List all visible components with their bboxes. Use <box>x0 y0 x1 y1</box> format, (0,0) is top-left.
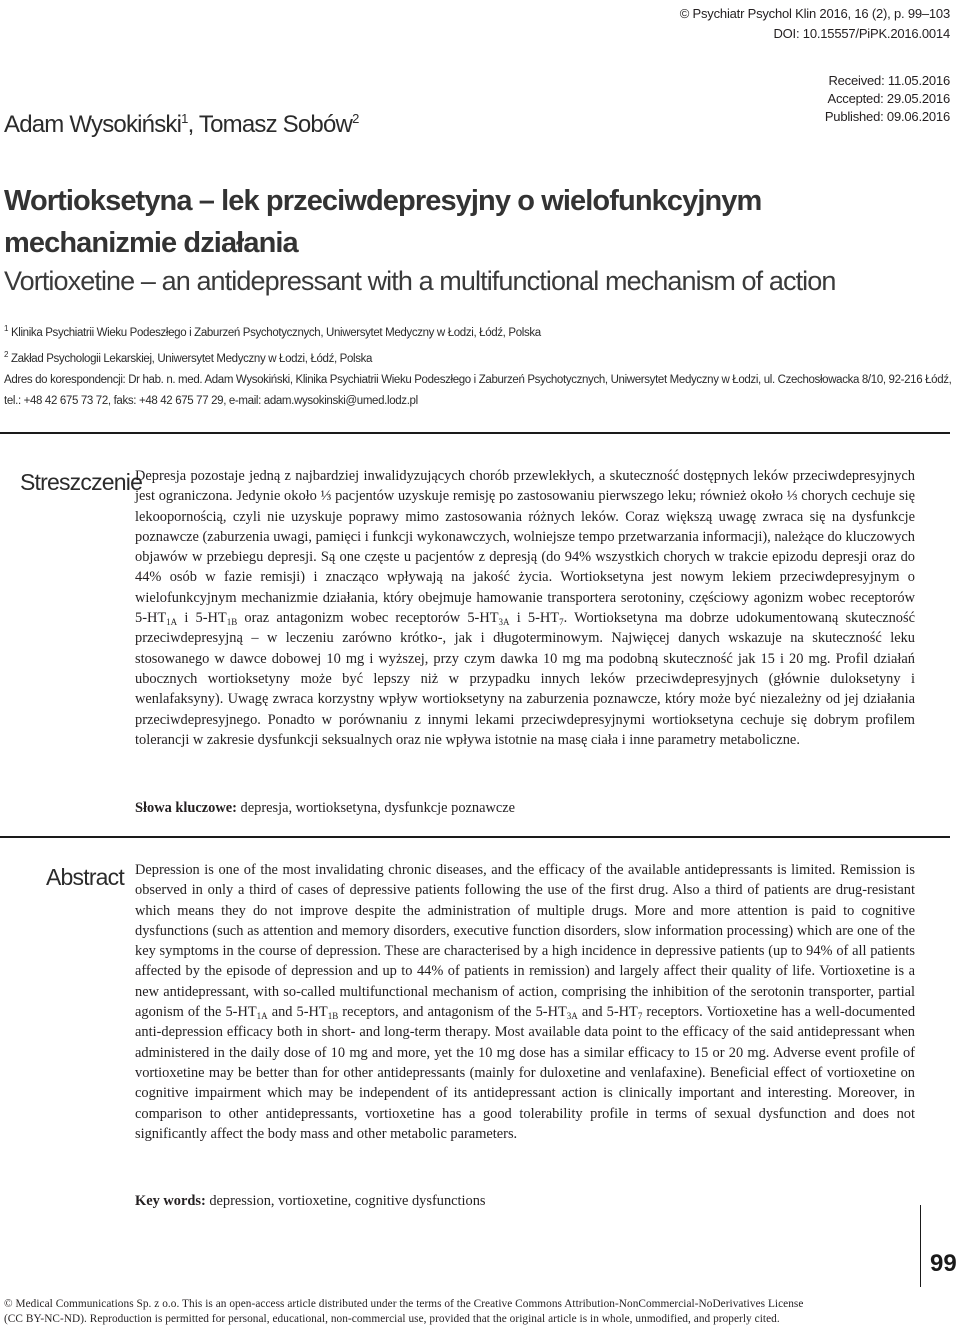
streszczenie-body: Depresja pozostaje jedną z najbardziej inwalidyzujących chorób przewlekłych, a skuteczność dostępnych leków przeciwdepresyjnych jest ograniczona. Jedynie około ⅓ pacjentów uzyskuje remisję po zastosowaniu pierwszego leku; również około ⅓ chorych cechuje się lekoopornością, czyli nie uzyskuje poprawy mimo zastosowania różnych leków. Coraz większą uwagę zwraca się na dysfunkcje poznawcze (zaburzenia uwagi, pamięci i funkcji wykonawczych, wolniejsze tempo przetwarzania informacji), należące do kluczowych objawów w przebiegu depresji. Są one częste u pacjentów z depresją (do 94% wszystkich chorych w trakcie epizodu depresji oraz do 44% osób w fazie remisji) i znacząco wpływają na jakość życia. Wortioksetyna jest nowym lekiem przeciwdepresyjnym o wielofunkcyjnym mechanizmie działania, który obejmuje hamowanie transportera serotoniny, częściowy agonizm wobec receptorów $5-HT_{1A}$ i $5-HT_{1B}$ oraz antagonizm wobec receptorów $5-HT_{3A}$ i $5-HT_7$. Wortioksetyna ma dobrze udokumentowaną skuteczność przeciwdepresyjną – w leczeniu zarówno krótko-, jak i długoterminowym. Najwięcej danych wskazuje na skuteczność leku stosowanego w dawce dobowej 10 mg i wyższej, przy czym dawka 10 mg ma podobną skuteczność jak 15 i 20 mg. Profil działań ubocznych wortioksetyny może być lepszy niż w przypadku innych leków przeciwdepresyjnych (głównie duloksetyny i wenlafaksyny). Uwagę zwraca korzystny wpływ wortioksetyny na zaburzenia poznawcze, który może być niezależny od jej działania przeciwdepresyjnego. Ponadto w porównaniu z innymi lekami przeciwdepresyjnymi wortioksetyna cechuje się dobrym profilem tolerancji w zakresie dysfunkcji seksualnych oraz nie wpływa istotnie na masę ciała i inne parametry metaboliczne. <box>135 468 915 748</box>
keywords-list: depresja, wortioksetyna, dysfunkcje poznawcze <box>236 800 516 816</box>
page-number: 99 <box>930 1250 957 1277</box>
page-number-rule <box>920 1205 921 1287</box>
author-affiliation-mark: 2 <box>352 111 359 126</box>
license-line: © Medical Communications Sp. z o.o. This is an open-access article distributed under the terms of the Creative Commons Attribution-NonCommercial-NoDerivatives License <box>4 1298 804 1310</box>
abstract-heading: Abstract <box>46 864 124 890</box>
author-name: Adam Wysokiński <box>4 111 182 138</box>
title-line: mechanizmie działania <box>4 227 298 259</box>
license-line: (CC BY-NC-ND). Reproduction is permitted for personal, educational, non-commercial use, provided that the original article is in whole, unmodified, and properly cited. <box>4 1313 780 1325</box>
affiliations <box>4 318 952 412</box>
author-name: Tomasz Sobów <box>198 111 353 138</box>
section-divider <box>0 836 950 838</box>
title-line: Wortioksetyna – lek przeciwdepresyjny o wielofunkcyjnym <box>4 185 762 217</box>
article-dates <box>825 72 950 126</box>
affiliation-mark: 2 <box>4 349 9 359</box>
author-separator: , <box>187 111 199 138</box>
accepted-date: Accepted: 29.05.2016 <box>827 91 950 106</box>
doi-line: DOI: 10.15557/PiPK.2016.0014 <box>773 26 950 41</box>
author-affiliation-mark: 1 <box>181 111 188 126</box>
license-footer <box>4 1297 919 1327</box>
citation-line: © Psychiatr Psychol Klin 2016, 16 (2), p. 99–103 <box>679 6 950 21</box>
streszczenie-heading: Streszczenie <box>20 469 143 495</box>
correspondence-address: Adres do korespondencji: Dr hab. n. med. Adam Wysokiński, Klinika Psychiatrii Wieku Podeszłego i Zaburzeń Psychotycznych, Uniwersytet Medyczny w Łodzi, ul. Czechosłowacka 8/10, 92-216 Łódź, <box>4 373 952 386</box>
abstract-body: Depression is one of the most invalidating chronic diseases, and the efficacy of the available antidepressants is limited. Remission is observed in only a third of cases of depressive patients following the use of the first drug. Also a third of patients are drug-resistant which means they do not improve despite the administration of multiple drugs. More and more attention is paid to cognitive dysfunctions (such as attention and memory disorders, executive function disorders, slow information processing) which are one of the key symptoms in the course of depression. These are characterised by a high incidence in depressive patients (up to 94% of all patients affected by the episode of depression and up to 44% of patients in remission) and largely affect their quality of life. Vortioxetine is a new antidepressant, with so-called multifunctional mechanism of action, comprising the inhibition of the serotonin transporter, partial agonism of the $5-HT_{1A}$ and $5-HT_{1B}$ receptors, and antagonism of the $5-HT_{3A}$ and $5-HT_7$ receptors. Vortioxetine has a well-documented anti-depression efficacy both in short- and long-term therapy. Most available data point to the efficacy of the said antidepressant when administered in the daily dose of 10 mg and more, yet the 10 mg dose has a similar efficacy to 15 or 20 mg. Adverse event profile of vortioxetine may be better than for other antidepressants (mainly for duloxetine and venlafaxine). Beneficial effect of vortioxetine on cognitive impairment which may be independent of its antidepressant action is clinically important and interesting. Moreover, in comparison to other antidepressants, vortioxetine has a good tolerability profile in terms of sexual dysfunction and does not significantly affect the body mass and other metabolic parameters. <box>135 862 916 1142</box>
key-words <box>135 1193 915 1210</box>
author-list <box>4 111 359 139</box>
section-divider <box>0 432 950 434</box>
received-date: Received: 11.05.2016 <box>828 73 950 88</box>
journal-citation <box>680 4 950 44</box>
article-title-polish <box>4 180 864 264</box>
affiliation-1 <box>4 318 934 344</box>
article-title-english: Vortioxetine – an antidepressant with a multifunctional mechanism of action <box>4 266 836 296</box>
affiliation-text: Zakład Psychologii Lekarskiej, Uniwersytet Medyczny w Łodzi, Łódź, Polska <box>8 352 373 365</box>
keywords-list: depression, vortioxetine, cognitive dysfunctions <box>205 1193 486 1209</box>
correspondence-contact: tel.: +48 42 675 73 72, faks: +48 42 675 77 29, e-mail: adam.wysokinski@umed.lodz.pl <box>4 394 418 407</box>
affiliation-mark: 1 <box>4 324 9 333</box>
keywords-label: Key words: <box>135 1193 206 1209</box>
slowa-kluczowe <box>135 800 915 817</box>
published-date: Published: 09.06.2016 <box>824 109 950 124</box>
affiliation-text: Klinika Psychiatrii Wieku Podeszłego i Zaburzeń Psychotycznych, Uniwersytet Medyczny w Łodzi, Łódź, Polska <box>8 326 541 339</box>
keywords-label: Słowa kluczowe: <box>135 800 237 816</box>
affiliation-2 <box>4 344 934 370</box>
